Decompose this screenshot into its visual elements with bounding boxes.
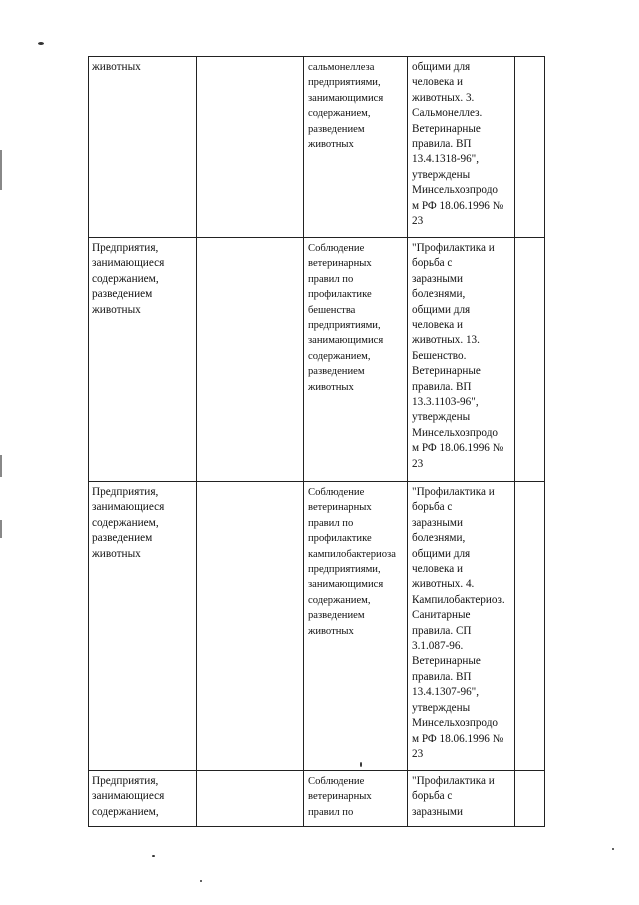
scan-mark: [612, 848, 614, 850]
table-row: [89, 771, 545, 827]
document-cell: "Профилактика и борьба с заразными болезнями, общими для человека и животных. 13. Бешенство. Ветеринарные правила. ВП 13.3.1103-96", утверждены Минсельхозпродо м РФ 18.06.1996 № 23: [408, 238, 515, 482]
scan-mark: [38, 42, 44, 45]
empty-cell: [515, 482, 545, 771]
empty-cell: [515, 771, 545, 827]
scan-mark: [152, 855, 155, 857]
scan-edge: [0, 150, 2, 190]
scan-edge: [0, 520, 2, 538]
empty-cell: [515, 238, 545, 482]
subject-cell: Предприятия, занимающиеся содержанием, разведением животных: [89, 482, 197, 771]
scan-edge: [0, 455, 2, 477]
subject-cell: Предприятия, занимающиеся содержанием, разведением животных: [89, 238, 197, 482]
subject-cell: животных: [89, 57, 197, 238]
requirement-cell: Соблюдение ветеринарных правил по профилактике бешенства предприятиями, занимающимися содержанием, разведением животных: [304, 238, 408, 482]
empty-cell: [197, 482, 304, 771]
subject-cell: Предприятия, занимающиеся содержанием,: [89, 771, 197, 827]
empty-cell: [197, 771, 304, 827]
document-cell: "Профилактика и борьба с заразными: [408, 771, 515, 827]
table-row: [89, 482, 545, 771]
requirement-cell: Соблюдение ветеринарных правил по профилактике кампилобактериоза предприятиями, занимающимися содержанием, разведением животных: [304, 482, 408, 771]
empty-cell: [197, 238, 304, 482]
empty-cell: [515, 57, 545, 238]
requirement-cell: Соблюдение ветеринарных правил по: [304, 771, 408, 827]
document-cell: "Профилактика и борьба с заразными болезнями, общими для человека и животных. 4. Кампилобактериоз. Санитарные правила. СП 3.1.087-96. Ветеринарные правила. ВП 13.4.1307-96", утверждены Минсельхозпродо м РФ 18.06.1996 № 23: [408, 482, 515, 771]
regulation-table: [88, 56, 545, 827]
document-cell: общими для человека и животных. 3. Сальмонеллез. Ветеринарные правила. ВП 13.4.1318-96", утверждены Минсельхозпродо м РФ 18.06.1996 № 23: [408, 57, 515, 238]
table-row: [89, 238, 545, 482]
empty-cell: [197, 57, 304, 238]
table-row: [89, 57, 545, 238]
requirement-cell: сальмонеллеза предприятиями, занимающимися содержанием, разведением животных: [304, 57, 408, 238]
scan-mark: [200, 880, 202, 882]
